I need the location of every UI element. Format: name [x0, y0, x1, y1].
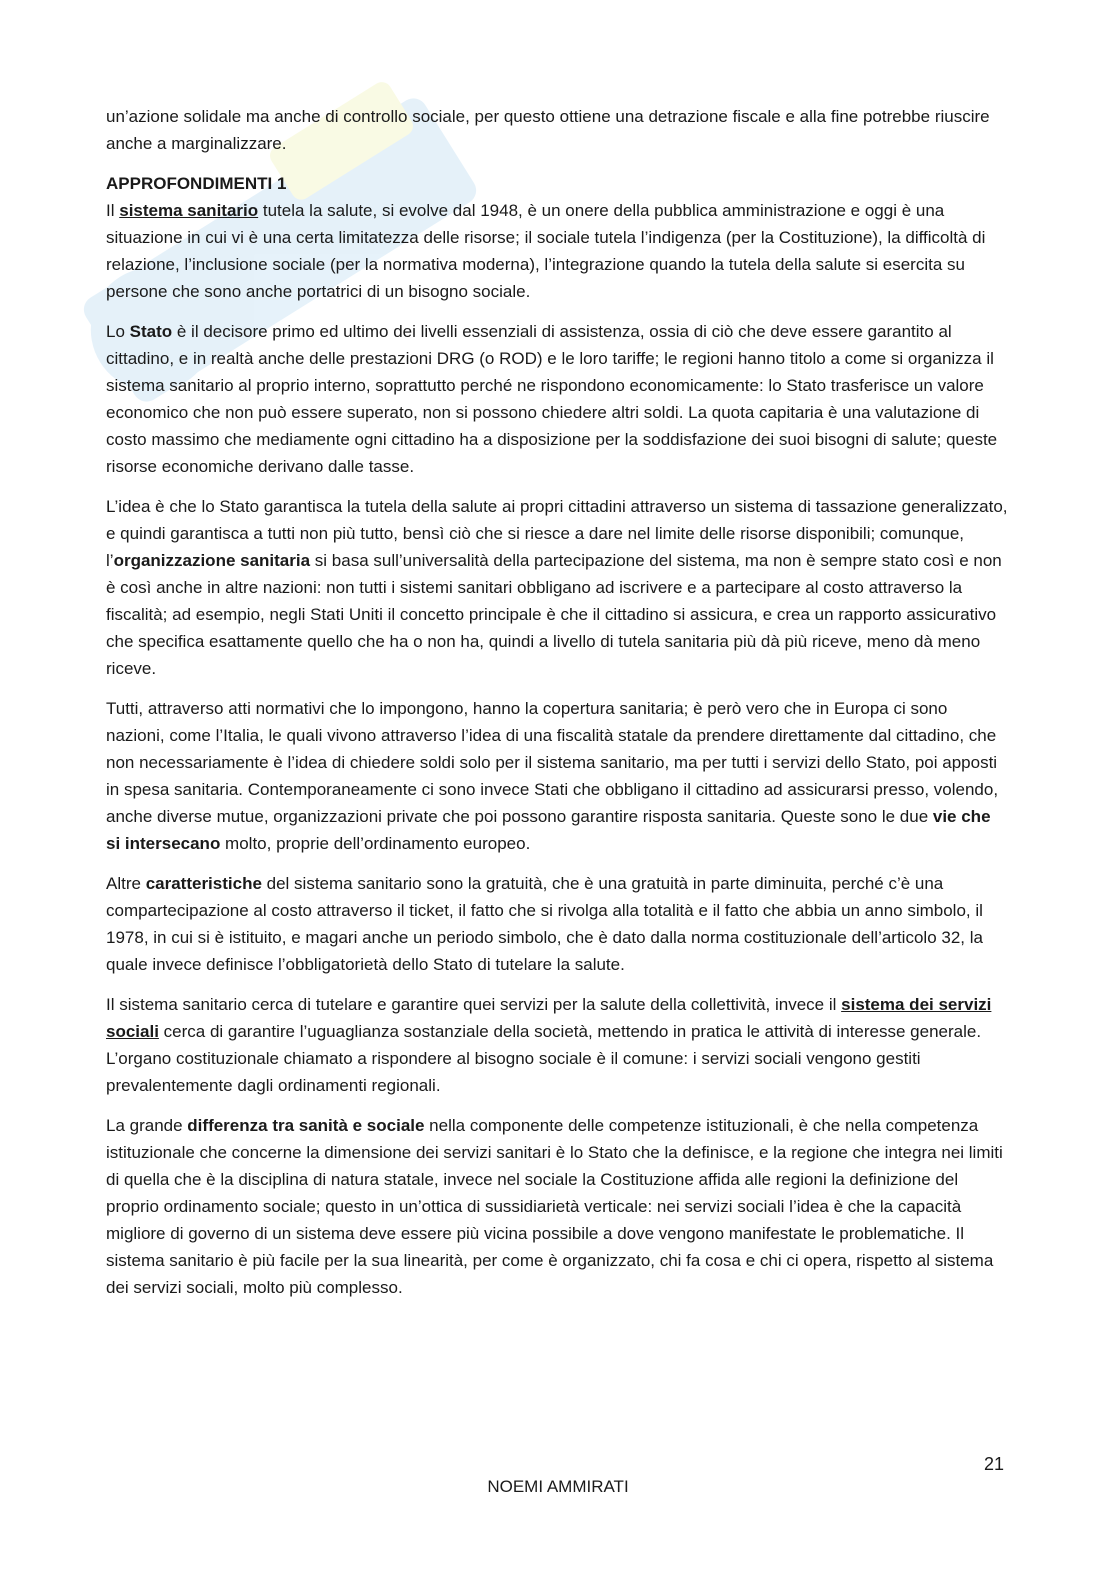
paragraph-differenza	[106, 1112, 1008, 1301]
paragraph-stato	[106, 318, 1008, 480]
text-run: La grande	[106, 1116, 188, 1135]
footer-author: NOEMI AMMIRATI	[487, 1477, 629, 1496]
key-term: differenza tra sanità e sociale	[187, 1116, 425, 1135]
paragraph-sistema-sanitario	[106, 197, 1008, 305]
text-run: Tutti, attraverso atti normativi che lo impongono, hanno la copertura sanitaria; è però vero che in Europa ci sono nazioni, come l’Italia, le quali vivono attraverso l’idea di una fiscalità statale da prendere direttamente dal cittadino, che non necessariamente è l’idea di chiedere soldi solo per il sistema sanitario, ma per tutti i servizi dello Stato, poi apposti in spesa sanitaria. Contemporaneamente ci sono invece Stati che obbligano il cittadino ad assicurarsi presso, volendo, anche diverse mutue, organizzazioni private che poi possono garantire risposta sanitaria. Queste sono le due	[106, 699, 999, 826]
key-term: Stato	[129, 322, 173, 341]
page-number: 21	[983, 1454, 1004, 1474]
paragraph-servizi-sociali	[106, 991, 1008, 1099]
text-run: cerca di garantire l’uguaglianza sostanziale della società, mettendo in pratica le attività di interesse generale. L’organo costituzionale chiamato a rispondere al bisogno sociale è il comune: i servizi sociali vengono gestiti prevalentemente dagli ordinamenti regionali.	[106, 1022, 982, 1095]
key-term: sistema dei servizi sociali	[106, 995, 992, 1041]
text-run: Lo	[106, 322, 130, 341]
text-run: L’idea è che lo Stato garantisca la tutela della salute ai propri cittadini attraverso un sistema di tassazione generalizzato, e quindi garantisca a tutti non più tutto, bensì ciò che si riesce a dare nel limite delle risorse disponibili; comunque, l’	[106, 497, 1008, 570]
paragraph-organizzazione	[106, 493, 1008, 682]
section-heading-text: APPROFONDIMENTI 1	[106, 174, 287, 193]
text-run: si basa sull’universalità della partecipazione del sistema, ma non è sempre stato così e non è così anche in altre nazioni: non tutti i sistemi sanitari obbligano ad iscrivere e a partecipare al costo attraverso la fiscalità; ad esempio, negli Stati Uniti il concetto principale è che il cittadino si assicura, e crea un rapporto assicurativo che specifica esattamente quello che ha o non ha, quindi a livello di tutela sanitaria più dà più riceve, meno dà meno riceve.	[106, 551, 1002, 678]
key-term: caratteristiche	[145, 874, 262, 893]
text-run: è il decisore primo ed ultimo dei livelli essenziali di assistenza, ossia di ciò che deve essere garantito al cittadino, e in realtà anche delle prestazioni DRG (o ROD) e le loro tariffe; le regioni hanno titolo a come si organizza il sistema sanitario al proprio interno, soprattutto perché ne rispondono economicamente: lo Stato trasferisce un valore economico che non può essere superato, non si possono chiedere altri soldi. La quota capitaria è una valutazione di costo massimo che mediamente ogni cittadino ha a disposizione per la soddisfazione dei suoi bisogni di salute; queste risorse economiche derivano dalle tasse.	[106, 322, 998, 476]
key-term: sistema sanitario	[119, 201, 259, 220]
paragraph-intro: un’azione solidale ma anche di controllo sociale, per questo ottiene una detrazione fiscale e alla fine potrebbe riuscire anche a marginalizzare.	[106, 107, 990, 153]
document-body	[106, 103, 1008, 1314]
text-run: tutela la salute, si evolve dal 1948, è un onere della pubblica amministrazione e oggi è una situazione in cui vi è una certa limitatezza delle risorse; il sociale tutela l’indigenza (per la Costituzione), la difficoltà di relazione, l’inclusione sociale (per la normativa moderna), l’integrazione quando la tutela della salute si esercita su persone che sono anche portatrici di un bisogno sociale.	[106, 201, 986, 301]
text-run: Il	[106, 201, 120, 220]
section-heading	[106, 170, 1008, 197]
text-run: Il sistema sanitario cerca di tutelare e garantire quei servizi per la salute della collettività, invece il	[106, 995, 842, 1014]
text-run: molto, proprie dell’ordinamento europeo.	[220, 834, 531, 853]
text-run: Altre	[106, 874, 146, 893]
paragraph-caratteristiche	[106, 870, 1008, 978]
text-run: del sistema sanitario sono la gratuità, che è una gratuità in parte diminuita, perché c’è una compartecipazione al costo attraverso il ticket, il fatto che si rivolga alla totalità e il fatto che abbia un anno simbolo, il 1978, in cui si è istituito, e magari anche un periodo simbolo, che è dato dalla norma costituzionale dell’articolo 32, la quale invece definisce l’obbligatorietà dello Stato di tutelare la salute.	[106, 874, 983, 974]
text-run: nella componente delle competenze istituzionali, è che nella competenza istituzionale che concerne la dimensione dei servizi sanitari è lo Stato che la definisce, e la regione che integra nei limiti di quella che è la disciplina di natura statale, invece nel sociale la Costituzione affida alle regioni la definizione del proprio ordinamento sociale; questo in un’ottica di sussidiarietà verticale: nei servizi sociali l’idea è che la capacità migliore di governo di un sistema deve essere più vicina possibile a dove vengono manifestate le problematiche. Il sistema sanitario è più facile per la sua linearità, per come è organizzato, chi fa cosa e chi ci opera, rispetto al sistema dei servizi sociali, molto più complesso.	[106, 1116, 1003, 1297]
key-term: vie che si intersecano	[106, 807, 991, 853]
key-term: organizzazione sanitaria	[113, 551, 311, 570]
paragraph-copertura	[106, 695, 1008, 857]
